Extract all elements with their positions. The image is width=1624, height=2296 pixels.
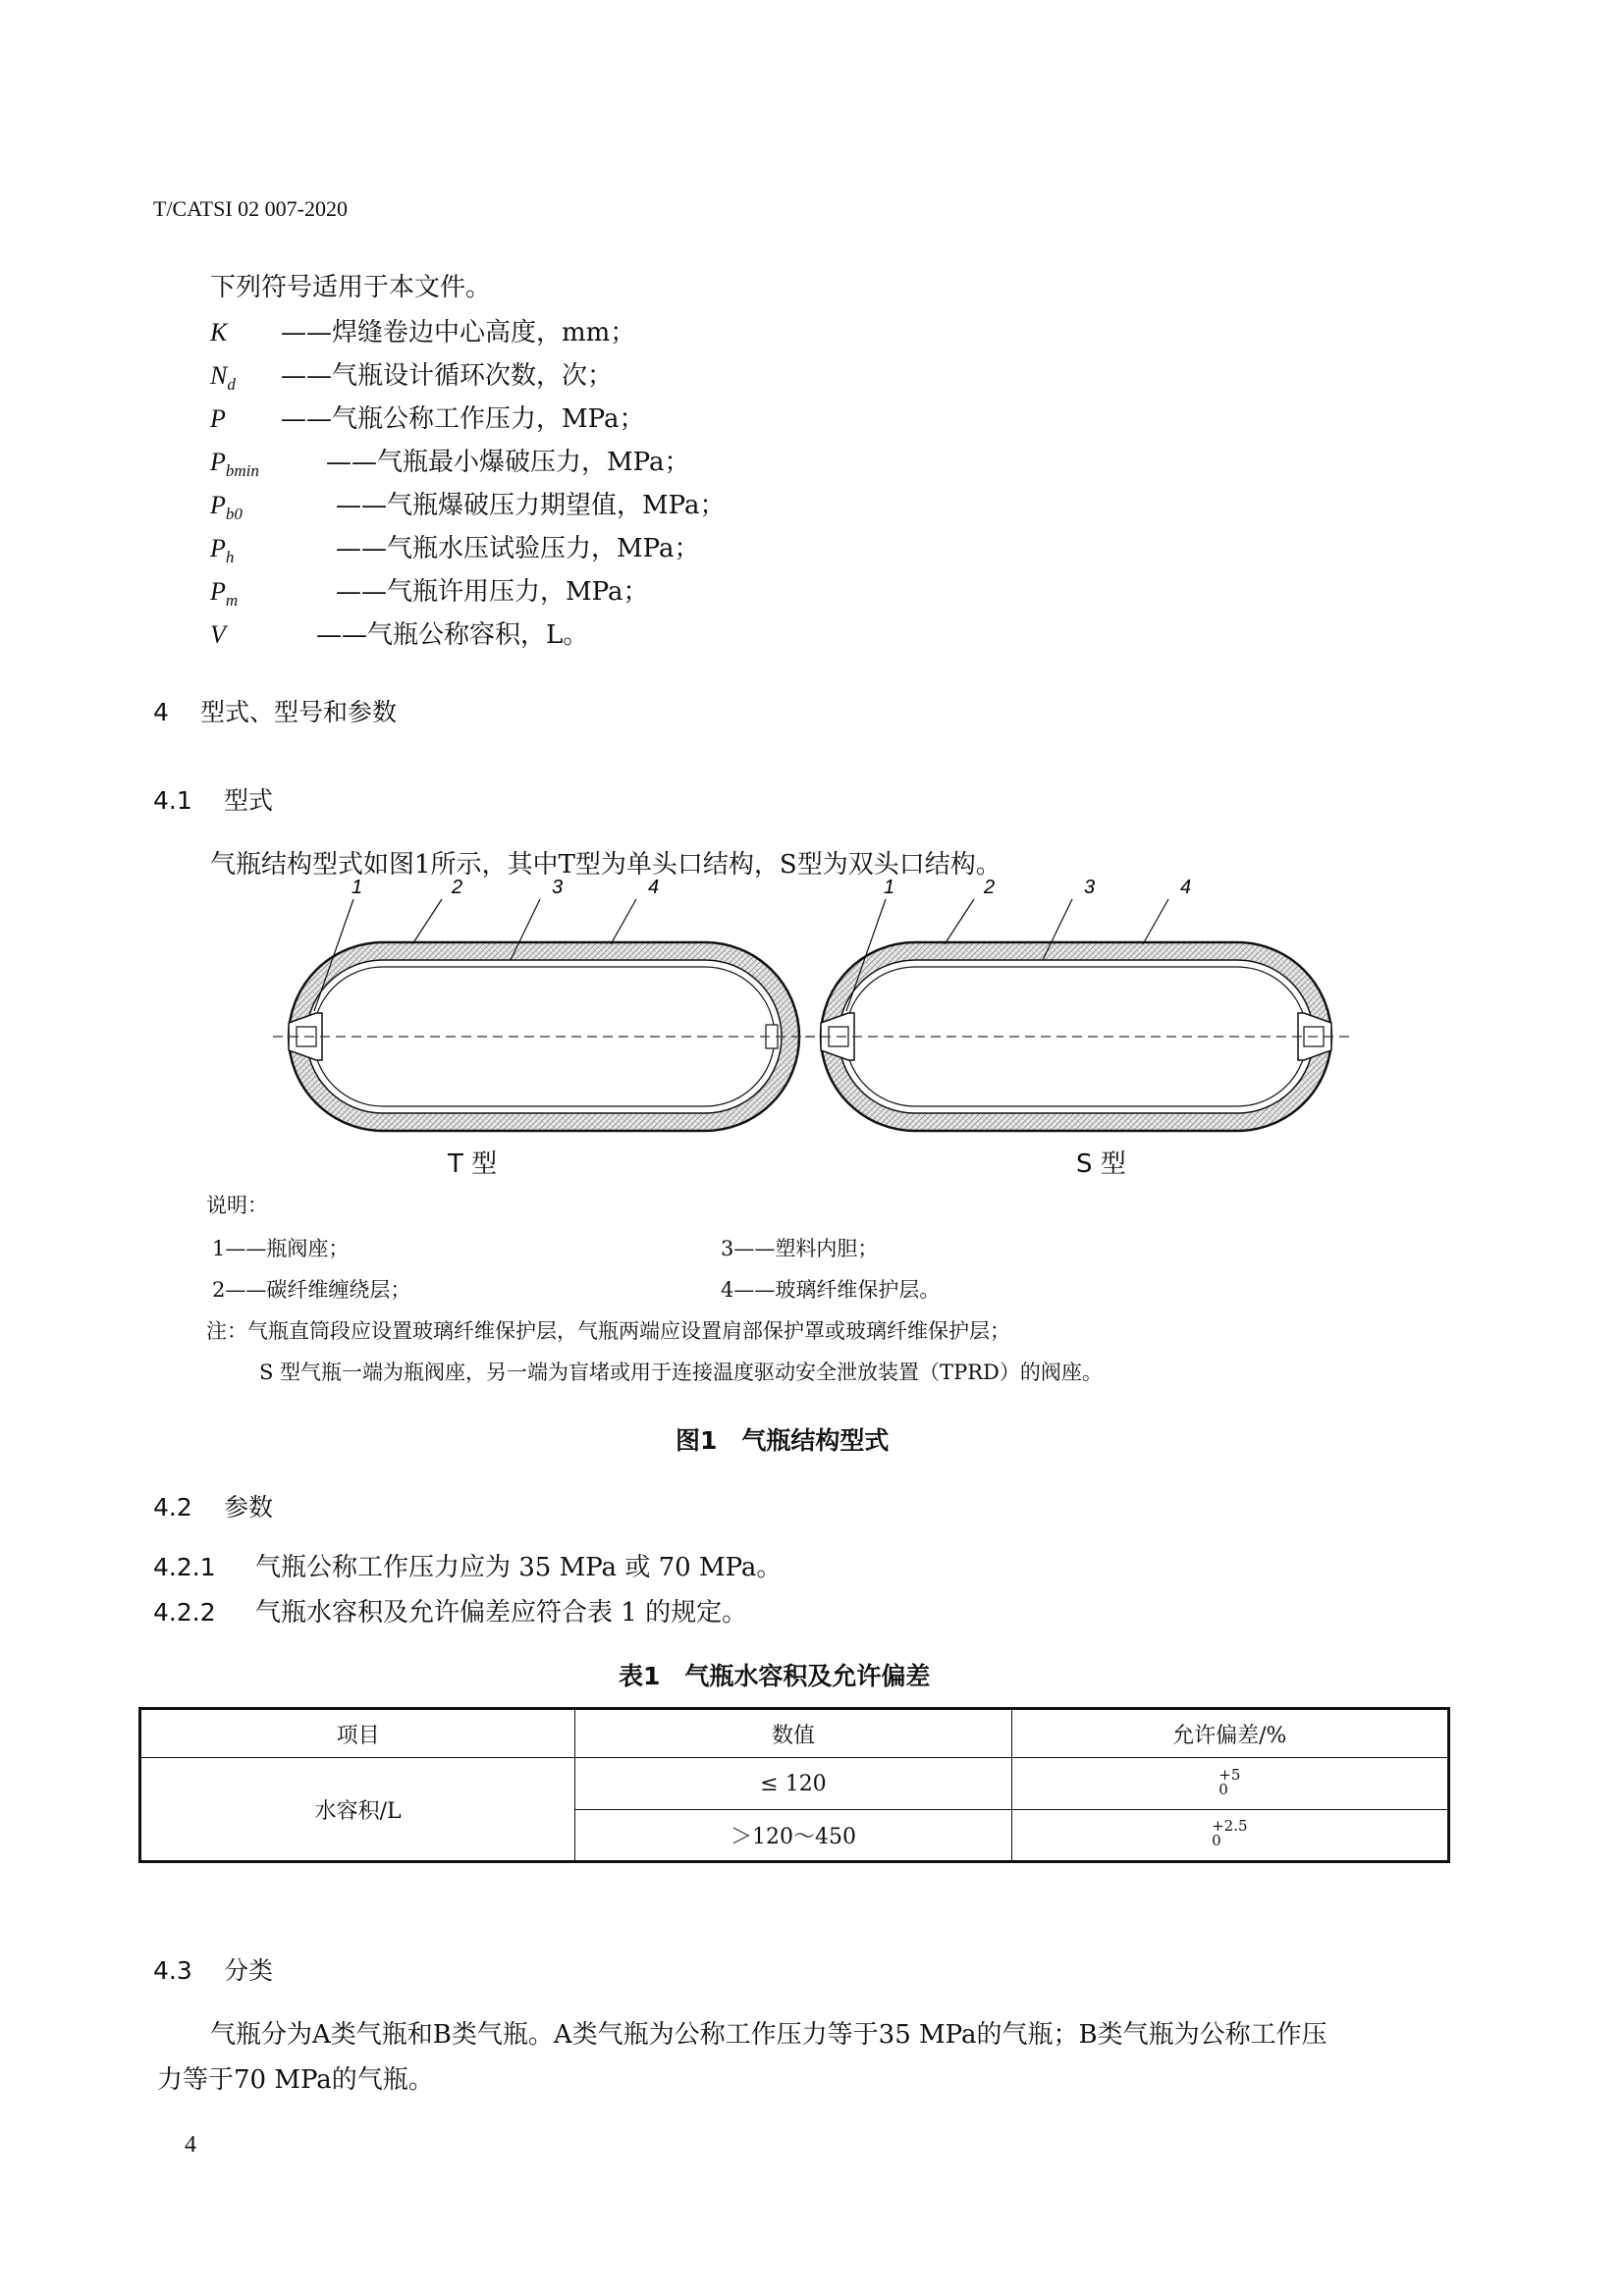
page-number: 4 — [185, 2132, 196, 2158]
legend-title: 说明： — [206, 1194, 268, 1217]
paragraph: 力等于70 MPa的气瓶。 — [157, 2065, 434, 2095]
symbol-row: V ——气瓶公称容积，L。 — [210, 620, 589, 650]
callout-4: 4 — [648, 880, 660, 898]
symbol-row: $N_d$ ——气瓶设计循环次数，次； — [210, 361, 614, 395]
clause-4-2-1: 4.2.1 气瓶公称工作压力应为 35 MPa 或 70 MPa。 — [153, 1553, 783, 1582]
table-row — [140, 1758, 1449, 1810]
figure-note: S 型气瓶一端为瓶阀座，另一端为盲堵或用于连接温度驱动安全泄放装置（TPRD）的阀座。 — [259, 1361, 1103, 1384]
paragraph: 气瓶分为A类气瓶和B类气瓶。A类气瓶为公称工作压力等于35 MPa的气瓶；B类气瓶为公称工作压 — [210, 2020, 1327, 2050]
legend-item: 2——碳纤维缠绕层； — [212, 1278, 411, 1302]
symbol-row: K ——焊缝卷边中心高度，mm； — [210, 318, 636, 347]
symbol-row: $P_{b0}$ ——气瓶爆破压力期望值，MPa； — [210, 491, 726, 524]
section-heading: 4.2 参数 — [153, 1493, 274, 1522]
table-header-cell: 允许偏差/% — [1011, 1709, 1448, 1758]
section-heading: 4.3 分类 — [153, 1956, 274, 1985]
table-1 — [138, 1707, 1450, 1863]
table-header-cell: 数值 — [575, 1709, 1011, 1758]
s-type-label: S 型 — [1076, 1149, 1126, 1179]
legend-item: 1——瓶阀座； — [212, 1237, 350, 1260]
symbols-intro: 下列符号适用于本文件。 — [210, 273, 492, 302]
symbol-row: P ——气瓶公称工作压力，MPa； — [210, 404, 645, 434]
table-cell-item: 水容积/L — [140, 1758, 575, 1862]
callout-2: 2 — [984, 880, 996, 898]
s-type-cylinder — [805, 880, 1349, 1131]
legend-item: 3——塑料内胆； — [721, 1237, 879, 1260]
clause-4-2-2: 4.2.2 气瓶水容积及允许偏差应符合表 1 的规定。 — [153, 1598, 748, 1628]
callout-1: 1 — [884, 880, 895, 898]
paragraph: 气瓶结构型式如图1所示，其中T型为单头口结构，S型为双头口结构。 — [210, 850, 1001, 880]
figure-caption: 图1 气瓶结构型式 — [676, 1426, 890, 1455]
section-heading: 4.1 型式 — [153, 786, 274, 815]
t-type-cylinder — [273, 880, 815, 1131]
callout-1: 1 — [352, 880, 363, 898]
symbol-row: $P_m$ ——气瓶许用压力，MPa； — [210, 577, 649, 611]
symbol-row: $P_h$ ——气瓶水压试验压力，MPa； — [210, 534, 700, 567]
table-header-cell: 项目 — [140, 1709, 575, 1758]
table-cell-value: ＞120～450 — [575, 1810, 1011, 1862]
table-cell-value: ≤ 120 — [575, 1758, 1011, 1810]
section-heading: 4 型式、型号和参数 — [153, 698, 398, 726]
table-cell-tolerance: +5 0 — [1011, 1758, 1448, 1810]
standard-code: T/CATSI 02 007-2020 — [153, 196, 348, 221]
figure-cylinder-diagrams — [265, 880, 1365, 1184]
table-header-row — [140, 1709, 1449, 1758]
callout-3: 3 — [1084, 880, 1096, 898]
figure-note: 注：气瓶直筒段应设置玻璃纤维保护层，气瓶两端应设置肩部保护罩或玻璃纤维保护层； — [206, 1319, 1010, 1343]
t-type-label: T 型 — [448, 1149, 498, 1179]
legend-item: 4——玻璃纤维保护层。 — [721, 1278, 941, 1302]
callout-3: 3 — [552, 880, 564, 898]
callout-2: 2 — [452, 880, 463, 898]
table-caption: 表1 气瓶水容积及允许偏差 — [619, 1662, 931, 1690]
callout-4: 4 — [1180, 880, 1192, 898]
symbol-row: $P_{bmin}$ ——气瓶最小爆破压力，MPa； — [210, 448, 690, 481]
table-cell-tolerance: +2.5 0 — [1011, 1810, 1448, 1862]
